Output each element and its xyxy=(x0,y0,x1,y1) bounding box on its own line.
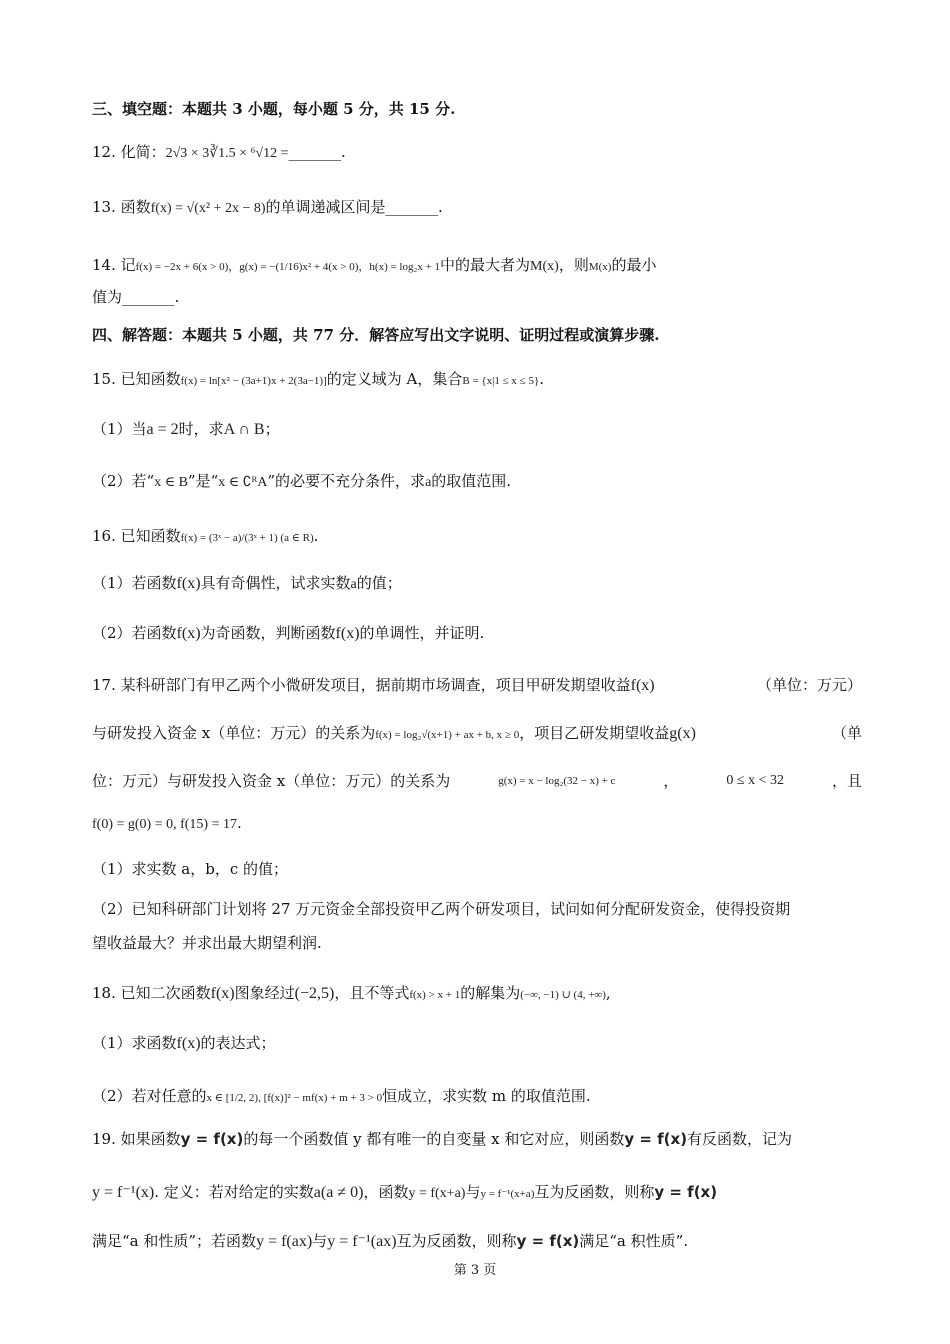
q19-text1: 的每一个函数值 y 都有唯一的自变量 x 和它对应，则函数 xyxy=(243,1130,625,1148)
q19-e4: y = f⁻¹(ax) xyxy=(327,1233,397,1250)
q16-p2-fx: f(x) xyxy=(176,625,201,642)
question-18-part1 xyxy=(92,1032,862,1055)
q15-p2-mid: ”是“ xyxy=(187,472,219,490)
question-17-part2-line1: （2）已知科研部门计划将 27 万元资金全部投资甲乙两个研发项目，试问如何分配研发资金，使得投资期 xyxy=(92,900,791,918)
q15-expression: f(x) = ln[x² − (3a+1)x + 2(3a−1)] xyxy=(180,375,327,387)
q15-p2-text: ”的必要不充分条件，求 xyxy=(267,472,426,490)
q16-p2-fx2: f(x) xyxy=(335,625,360,642)
q12-suffix: . xyxy=(340,143,346,161)
q17-line3-comma: ， xyxy=(663,772,679,790)
q16-p2-suffix: 的单调性，并证明. xyxy=(359,624,485,642)
q19-prefix: 19. 如果函数 xyxy=(92,1130,181,1148)
q14-line2: 值为 xyxy=(92,288,123,306)
q17-line1-text: 17. 某科研部门有甲乙两个小微研发项目，据前期市场调查，项目甲研发期望收益 xyxy=(92,676,631,694)
q16-p2-text: 为奇函数，判断函数 xyxy=(200,624,336,642)
question-14 xyxy=(92,254,862,278)
q17-line2-gx: g(x) xyxy=(669,725,696,742)
q16-p1-var: a xyxy=(350,577,357,592)
q16-expression: f(x) = (3ˣ − a)/(3ˣ + 1) (a ∈ R) xyxy=(180,532,314,544)
section-4-heading: 四、解答题：本题共 5 小题，共 77 分．解答应写出文字说明、证明过程或演算步骤. xyxy=(92,326,660,344)
q13-prefix: 13. 函数 xyxy=(92,198,151,216)
q19-e1: y = f(x+a) xyxy=(408,1186,466,1201)
q15-p2-expr1: x ∈ B xyxy=(154,475,188,490)
q17-line1-fx: f(x) xyxy=(630,677,655,694)
q18-point: (−2,5) xyxy=(294,985,335,1002)
q17-line3-range: 0 ≤ x < 32 xyxy=(726,773,784,788)
q15-p1-expr: A ∩ B xyxy=(223,421,265,438)
question-19-line3 xyxy=(92,1230,862,1253)
q18-prefix: 18. 已知二次函数 xyxy=(92,984,211,1002)
q16-p1-prefix: （1）若函数 xyxy=(92,574,177,592)
q17-line2-unit: （单 xyxy=(831,724,862,742)
q12-expression: 2√3 × 3∛1.5 × ⁶√12 = xyxy=(165,146,289,161)
q18-ineq: f(x) > x + 1 xyxy=(409,989,461,1001)
q17-line2-expr: f(x) = log₂√(x+1) + ax + b, x ≥ 0 xyxy=(375,729,520,741)
q17-line4-suffix: . xyxy=(236,814,242,832)
q15-p1-suffix: ； xyxy=(264,420,280,438)
q19-text6: 互为反函数，则称 xyxy=(534,1183,655,1201)
q19-text2: 有反函数，记为 xyxy=(687,1130,793,1148)
question-17-part2-line2: 望收益最大？并求出最大期望利润. xyxy=(92,934,322,952)
q19-yfx2: y = f(x) xyxy=(624,1130,688,1148)
q17-line3-and: ，且 xyxy=(831,772,862,790)
q19-text4: ，函数 xyxy=(363,1183,409,1201)
q19-line3-start: 满足“a 和性质”；若函数 xyxy=(92,1232,257,1250)
question-17-line1 xyxy=(92,674,862,697)
question-19-line2 xyxy=(92,1181,862,1205)
q17-line2-text2: ，项目乙研发期望收益 xyxy=(519,724,670,742)
section-3-heading: 三、填空题：本题共 3 小题，每小题 5 分，共 15 分. xyxy=(92,100,456,118)
q18-p2-prefix: （2）若对任意的 xyxy=(92,1087,207,1105)
q19-e2: y = f⁻¹(x+a) xyxy=(480,1188,535,1200)
q18-text1: 图象经过 xyxy=(234,984,295,1002)
q18-p2-expr: x ∈ [1/2, 2), [f(x)]² − mf(x) + m + 3 > 0 xyxy=(206,1092,383,1104)
q19-text3: . 定义：若对给定的实数 xyxy=(154,1183,314,1201)
q15-p1-prefix: （1）当 xyxy=(92,420,147,438)
q18-fx: f(x) xyxy=(210,985,235,1002)
q14-mx2: M(x) xyxy=(588,261,612,273)
q14-text3: 的最小 xyxy=(611,256,657,274)
question-16-part2 xyxy=(92,622,862,645)
q14-text1: 中的最大者为 xyxy=(440,256,531,274)
q19-inverse: y = f⁻¹(x) xyxy=(92,1184,155,1201)
q14-blank: _______ xyxy=(122,288,175,306)
q16-p2-prefix: （2）若函数 xyxy=(92,624,177,642)
q14-expression: f(x) = −2x + 6(x > 0)，g(x) = −(1/16)x² + 4(x > 0)，h(x) = log₂x + 1 xyxy=(135,261,441,273)
q12-prefix: 12. 化简： xyxy=(92,143,166,161)
q17-line4-expr: f(0) = g(0) = 0, f(15) = 17 xyxy=(92,817,237,832)
q19-e3: y = f(ax) xyxy=(256,1233,313,1250)
q15-p1-cond: a = 2 xyxy=(146,421,179,438)
q14-prefix: 14. 记 xyxy=(92,256,136,274)
q15-p2-var: a xyxy=(425,475,432,490)
q14-mx1: M(x) xyxy=(530,259,559,274)
q18-suffix: , xyxy=(605,984,611,1002)
q18-p1-fx: f(x) xyxy=(176,1035,201,1052)
q19-text7: 与 xyxy=(312,1232,328,1250)
q19-yfx4: y = f(x) xyxy=(516,1232,580,1250)
q12-blank: _______ xyxy=(288,143,341,161)
q15-suffix: . xyxy=(539,370,545,388)
question-15-part1 xyxy=(92,418,862,441)
q18-p2-suffix: 恒成立，求实数 m 的取值范围. xyxy=(382,1087,591,1105)
q14-text2: ，则 xyxy=(558,256,589,274)
q15-p2-expr2: x ∈ ∁ᴿA xyxy=(218,475,268,490)
q17-line1-unit: （单位：万元） xyxy=(756,676,862,694)
q19-text9: 满足“a 积性质”. xyxy=(579,1232,689,1250)
q17-line3-text: 位：万元）与研发投入资金 x（单位：万元）的关系为 xyxy=(92,772,451,790)
q15-prefix: 15. 已知函数 xyxy=(92,370,181,388)
question-13 xyxy=(92,196,862,220)
page-number: 第 3 页 xyxy=(453,1263,497,1278)
q19-text8: 互为反函数，则称 xyxy=(396,1232,517,1250)
q18-text2: ，且不等式 xyxy=(334,984,410,1002)
question-17-part1: （1）求实数 a，b，c 的值； xyxy=(92,860,289,878)
q18-p1-suffix: 的表达式； xyxy=(200,1034,276,1052)
q16-p1-text: 具有奇偶性，试求实数 xyxy=(200,574,351,592)
q15-p1-text: 时，求 xyxy=(178,420,224,438)
q13-expression: f(x) = √(x² + 2x − 8) xyxy=(150,201,266,216)
question-16-part1 xyxy=(92,572,862,596)
q17-line3-expr: g(x) = x − log₂(32 − x) + c xyxy=(498,775,616,787)
q15-text1: 的定义域为 A，集合 xyxy=(326,370,463,388)
q18-solution: (−∞, −1) ∪ (4, +∞) xyxy=(520,989,606,1001)
q15-set-b: B = {x|1 ≤ x ≤ 5} xyxy=(462,375,540,387)
question-18 xyxy=(92,982,862,1006)
q13-text: 的单调递减区间是 xyxy=(265,198,386,216)
question-15-part2 xyxy=(92,470,862,494)
question-14-line2 xyxy=(92,286,862,308)
q19-yfx3: y = f(x) xyxy=(654,1183,718,1201)
question-18-part2 xyxy=(92,1085,862,1109)
q16-suffix: . xyxy=(313,527,319,545)
question-17-line2 xyxy=(92,722,862,746)
q16-p1-suffix: 的值； xyxy=(356,574,402,592)
question-16 xyxy=(92,525,862,549)
q16-p1-fx: f(x) xyxy=(176,575,201,592)
question-15 xyxy=(92,368,862,392)
q19-a-cond: a(a ≠ 0) xyxy=(313,1184,364,1201)
q13-suffix: . xyxy=(438,198,443,216)
q16-prefix: 16. 已知函数 xyxy=(92,527,181,545)
question-17-line3 xyxy=(92,770,862,792)
q17-line2-text: 与研发投入资金 x（单位：万元）的关系为 xyxy=(92,724,376,742)
q19-yfx: y = f(x) xyxy=(180,1130,244,1148)
q18-text3: 的解集为 xyxy=(460,984,521,1002)
q13-blank: _______ xyxy=(385,198,439,216)
question-19-line1 xyxy=(92,1128,862,1150)
question-12 xyxy=(92,141,862,165)
question-17-line4 xyxy=(92,812,862,836)
q14-suffix: . xyxy=(174,288,180,306)
q18-p1-prefix: （1）求函数 xyxy=(92,1034,177,1052)
q19-text5: 与 xyxy=(465,1183,481,1201)
q15-p2-suffix: 的取值范围. xyxy=(431,472,512,490)
q15-p2-prefix: （2）若“ xyxy=(92,472,155,490)
